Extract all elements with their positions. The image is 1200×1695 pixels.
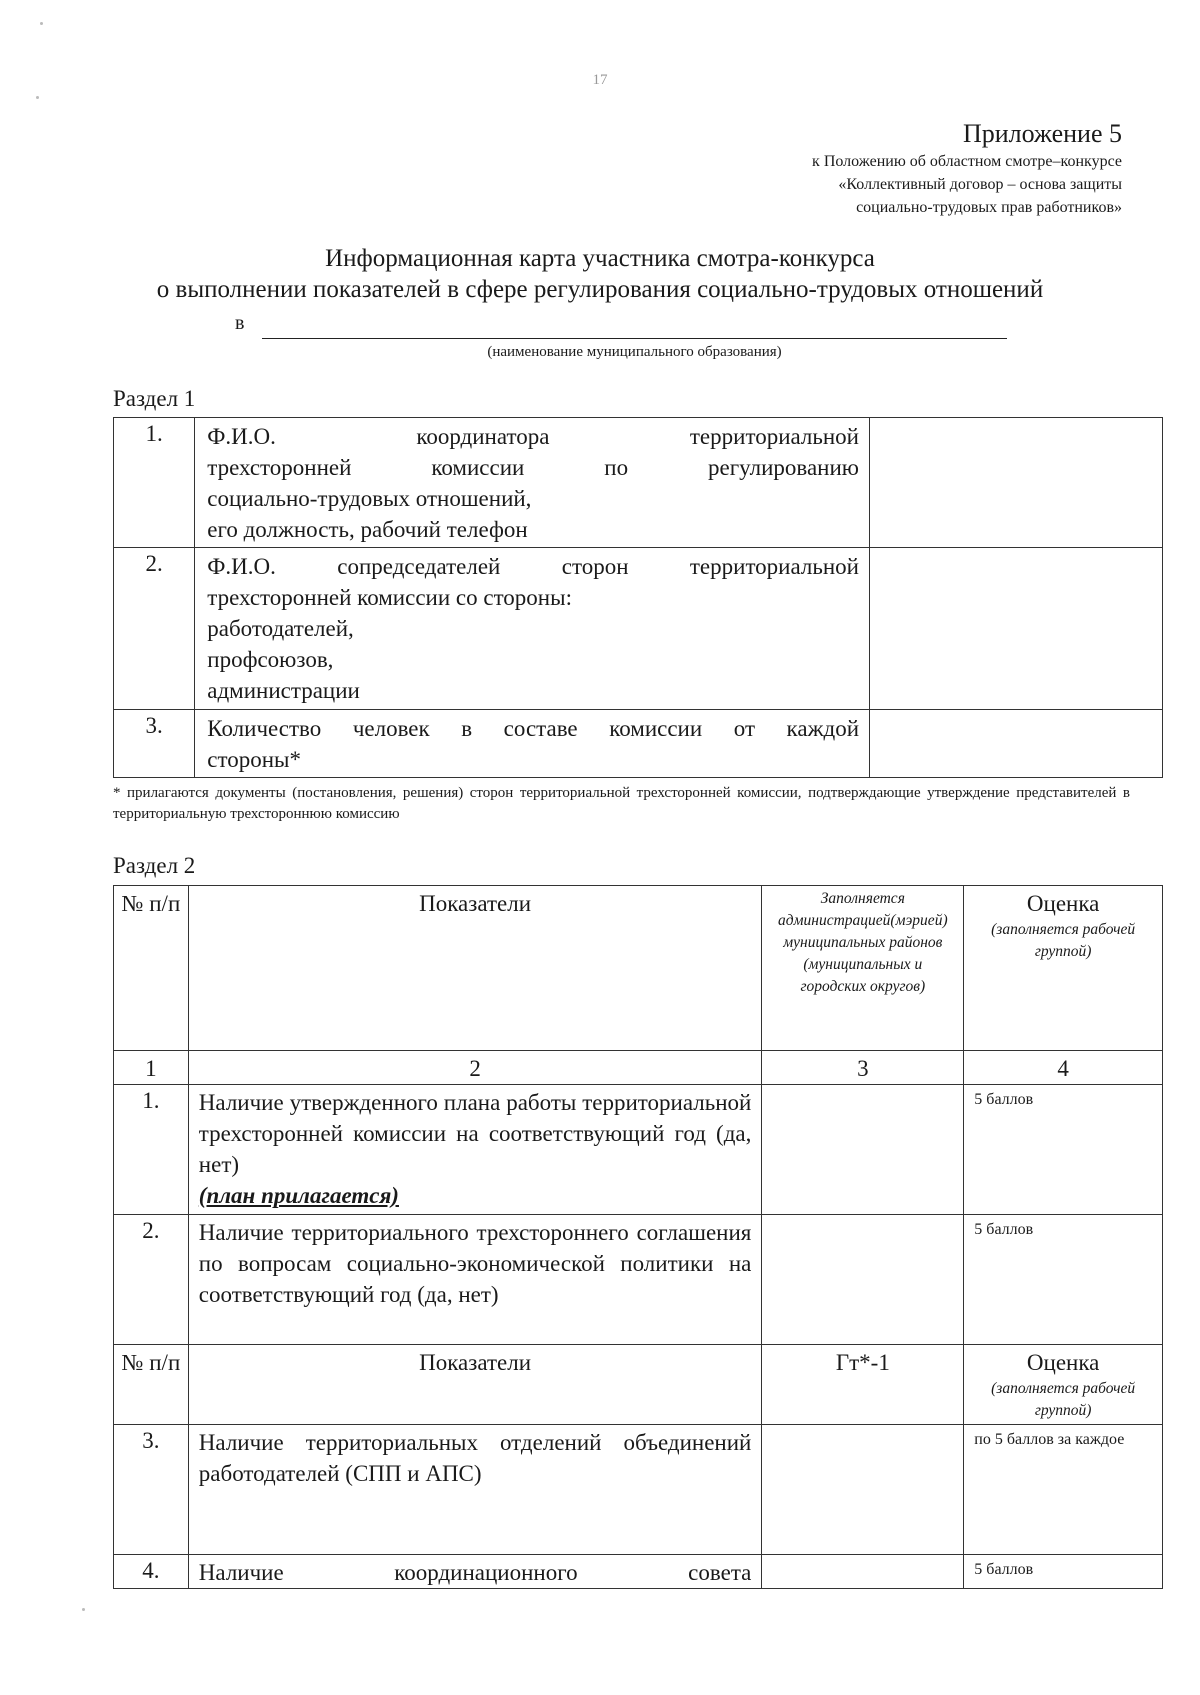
row-line: Ф.И.О. координатора территориальной <box>207 424 859 449</box>
row-line: Ф.И.О. сопредседателей сторон территориальной <box>207 554 859 579</box>
column-number: 3 <box>762 1051 964 1085</box>
row-line: социально-трудовых отношений, <box>207 486 532 511</box>
appendix-line: к Положению об областном смотре–конкурсе <box>812 153 1122 170</box>
row-line: трехсторонней комиссии по регулированию <box>207 455 859 480</box>
col-header-number: № п/п <box>114 1345 189 1425</box>
title-line: о выполнении показателей в сфере регулирования социально-трудовых отношений <box>156 276 1044 303</box>
row-number: 1. <box>114 418 195 548</box>
row-text: Наличие территориального трехстороннего соглашения по вопросам социально-экономической политики на соответствующий год (да, нет) <box>188 1215 762 1345</box>
table-row <box>114 710 1163 778</box>
table-row <box>114 1085 1163 1215</box>
title-line: Информационная карта участника смотра-конкурса <box>325 245 875 272</box>
table-row <box>114 1555 1163 1589</box>
table-row <box>114 1215 1163 1345</box>
row-line: Количество человек в составе комиссии от каждой <box>207 716 859 741</box>
section1-footnote: * прилагаются документы (постановления, решения) сторон территориальной трехсторонней комиссии, подтверждающие утверждение представителей в территориальную трехстороннюю комиссию <box>113 785 1130 822</box>
row-number: 1. <box>114 1085 189 1215</box>
row-text <box>195 418 870 548</box>
attachment-note: (план прилагается) <box>198 1183 399 1208</box>
col-header-number: № п/п <box>114 886 189 1051</box>
col-header-indicators: Показатели <box>188 886 762 1051</box>
score-label: Оценка <box>1026 891 1100 916</box>
row-line: стороны* <box>207 747 301 772</box>
row-line: работодателей, <box>207 616 354 641</box>
municipality-caption: (наименование муниципального образования) <box>487 344 782 360</box>
score-note: (заполняется рабочей группой) <box>991 1380 1136 1419</box>
section2-label: Раздел 2 <box>113 853 196 878</box>
score-label: Оценка <box>1026 1350 1100 1375</box>
row-text <box>195 548 870 710</box>
column-numbers-row <box>114 1051 1163 1085</box>
col-header-score <box>964 886 1163 1051</box>
col-header-indicators: Показатели <box>188 1345 762 1425</box>
col-header-score <box>964 1345 1163 1425</box>
score-note: (заполняется рабочей группой) <box>991 921 1136 960</box>
score-value: 5 баллов <box>964 1555 1163 1589</box>
row-text <box>188 1085 762 1215</box>
appendix-line: «Коллективный договор – основа защиты <box>838 176 1122 193</box>
col-header-filled-by: Заполняется администрацией(мэрией) муниципальных районов (муниципальных и городских округов) <box>762 886 964 1051</box>
row-number: 2. <box>114 1215 189 1345</box>
table-row <box>114 418 1163 548</box>
table-header-row <box>114 886 1163 1051</box>
value-cell[interactable] <box>870 710 1163 778</box>
scan-speck <box>82 1608 85 1611</box>
row-number: 3. <box>114 710 195 778</box>
table-row <box>114 1425 1163 1555</box>
row-number: 3. <box>114 1425 189 1555</box>
value-cell[interactable] <box>762 1555 964 1589</box>
row-line: его должность, рабочий телефон <box>207 517 528 542</box>
table-row <box>114 548 1163 710</box>
in-label: в <box>235 312 245 334</box>
value-cell[interactable] <box>870 418 1163 548</box>
section1-table <box>113 417 1163 778</box>
row-line: профсоюзов, <box>207 647 334 672</box>
value-cell[interactable] <box>762 1215 964 1345</box>
scan-speck <box>36 96 39 99</box>
row-text <box>195 710 870 778</box>
row-line: администрации <box>207 678 360 703</box>
value-cell[interactable] <box>762 1085 964 1215</box>
appendix-line: социально-трудовых прав работников» <box>856 199 1122 216</box>
score-value: 5 баллов <box>964 1215 1163 1345</box>
table-header-row <box>114 1345 1163 1425</box>
column-number: 2 <box>188 1051 762 1085</box>
row-number: 2. <box>114 548 195 710</box>
row-text: Наличие территориальных отделений объединений работодателей (СПП и АПС) <box>188 1425 762 1555</box>
row-line: трехсторонней комиссии со стороны: <box>207 585 572 610</box>
scan-speck <box>40 22 43 25</box>
column-number: 4 <box>964 1051 1163 1085</box>
section1-label: Раздел 1 <box>113 386 196 411</box>
score-value: 5 баллов <box>964 1085 1163 1215</box>
row-text: Наличие координационного совета <box>188 1555 762 1589</box>
value-cell[interactable] <box>762 1425 964 1555</box>
score-value: по 5 баллов за каждое <box>964 1425 1163 1555</box>
appendix-title: Приложение 5 <box>962 119 1122 148</box>
value-cell[interactable] <box>870 548 1163 710</box>
column-number: 1 <box>114 1051 189 1085</box>
col-header-gt: Гт*-1 <box>762 1345 964 1425</box>
municipality-fill-line <box>262 338 1007 339</box>
page-number: 17 <box>592 72 608 88</box>
appendix-block <box>812 118 1122 219</box>
document-title <box>0 243 1200 305</box>
section2-table <box>113 885 1163 1589</box>
row-number: 4. <box>114 1555 189 1589</box>
indicator-text: Наличие утвержденного плана работы территориальной трехсторонней комиссии на соответствующий год (да, нет) <box>198 1090 752 1177</box>
